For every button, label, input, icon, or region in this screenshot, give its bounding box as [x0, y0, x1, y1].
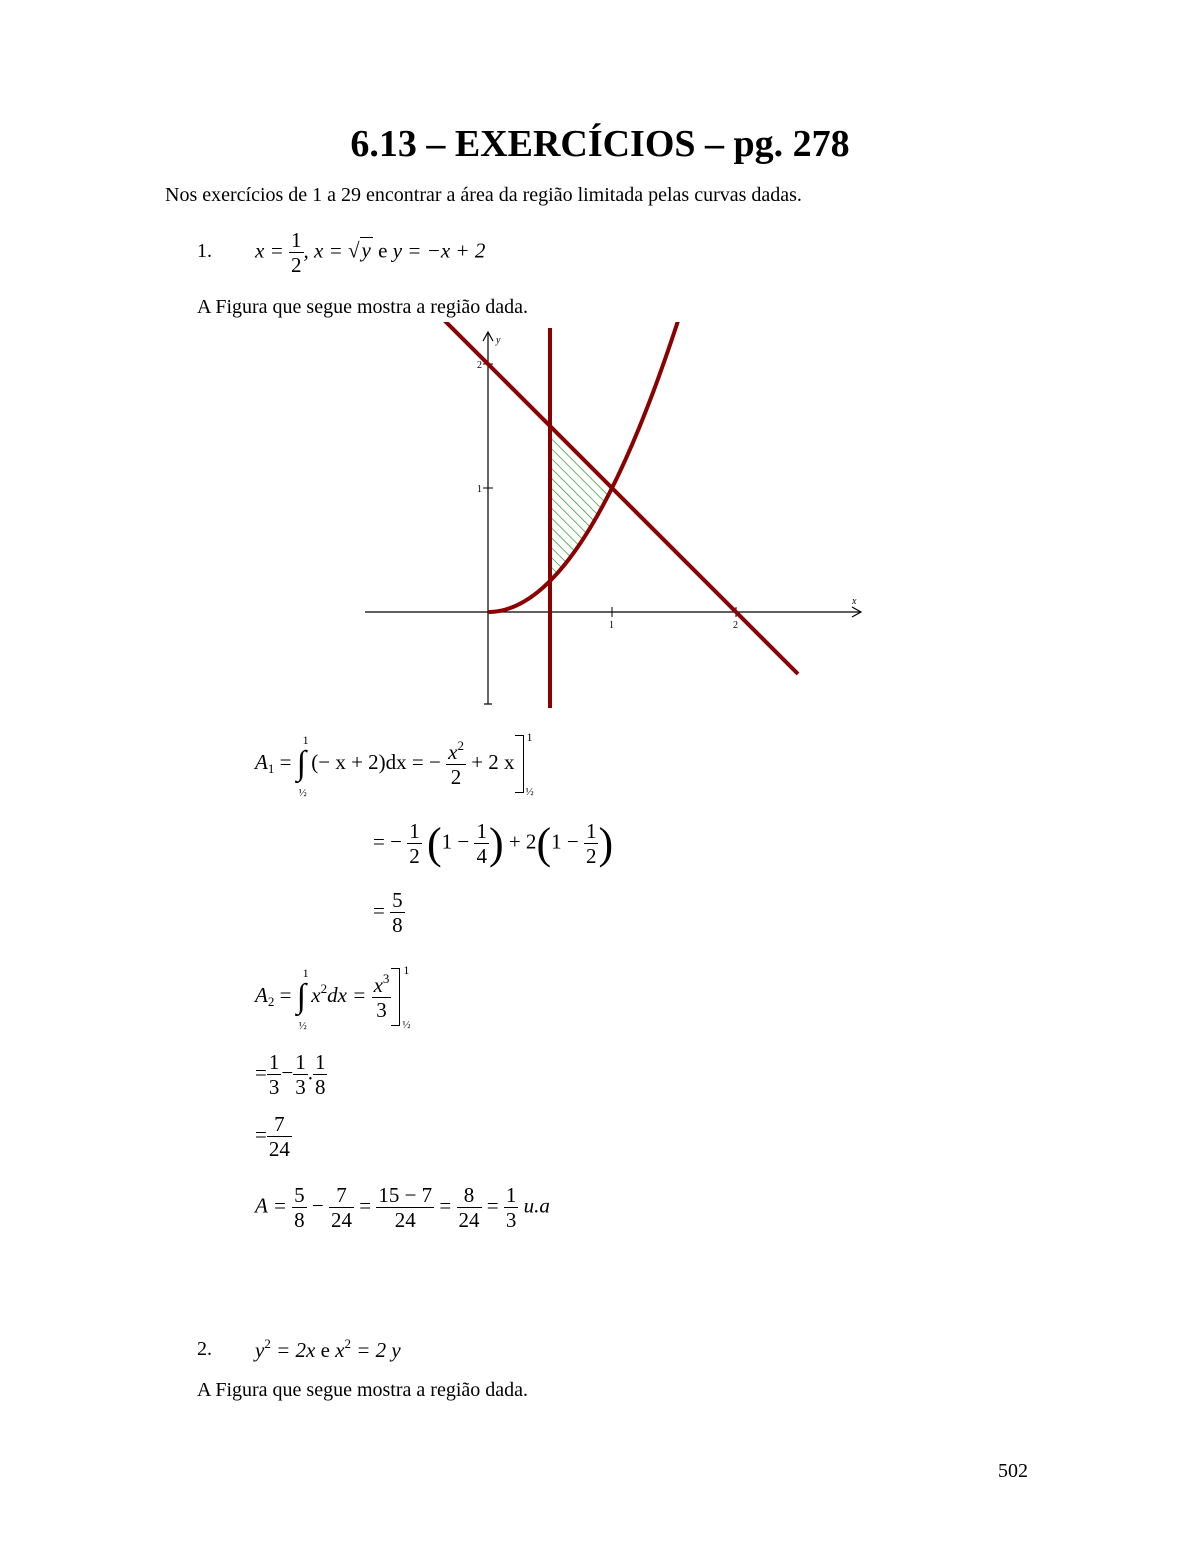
- a1-rest: + 2 x: [471, 749, 515, 774]
- a2-step3: = $\frac{7}{24}$: [255, 1112, 290, 1162]
- x-tick-label: 2: [733, 620, 738, 631]
- x-tick-label: 1: [609, 620, 614, 631]
- curves: [426, 322, 798, 708]
- a2-equation: $A_2$ = ∫ 1 ½ $x^2dx$ = $\frac{x^3}{3}$ 1 ½: [255, 963, 411, 1032]
- page-title: 6.13 – EXERCÍCIOS – pg. 278: [350, 123, 850, 165]
- region-graph: [355, 322, 870, 712]
- a1-frac: $\frac{x^2}{2}$: [448, 737, 464, 789]
- y-axis-label: y: [496, 335, 501, 346]
- sqrt-arg: y: [361, 238, 371, 263]
- exercise-1-equation: x = $\frac{1}{2}$ , x = √y e y = −x + 2: [255, 228, 486, 278]
- integral-sign-2: ∫ 1 ½: [296, 966, 309, 1032]
- page-number: 502: [998, 1460, 1028, 1482]
- a1-integrand: (− x + 2)dx = −: [311, 749, 441, 774]
- eval-bracket: 1 ½: [515, 735, 524, 793]
- fraction-half: $\frac{1}{2}$: [291, 228, 302, 278]
- intro-text: Nos exercícios de 1 a 29 encontrar a área da região limitada pelas curvas dadas.: [165, 184, 802, 206]
- x-axis-label: x: [852, 596, 857, 607]
- a2-step2: = $\frac{1}{3}$ − $\frac{1}{3}$ . $\frac{1}{8}$: [255, 1050, 326, 1100]
- eval-bracket-2: 1 ½: [391, 968, 400, 1026]
- a1-step3: = $\frac{5}{8}$: [373, 888, 403, 938]
- exercise-1-number: 1.: [197, 240, 212, 262]
- line-eq: y = −x + 2: [392, 238, 486, 263]
- a1-equation: $A_1$ = ∫ 1 ½ (− x + 2)dx = − $\frac{x^2}{2}$ + 2 x 1 ½: [255, 730, 534, 799]
- y-tick-label: 1: [477, 484, 482, 495]
- axis-labels: [477, 335, 857, 631]
- integral-sign: ∫ 1 ½: [296, 733, 309, 799]
- exercise-2-equation: $y^2 = 2x$ e $x^2 = 2$ y: [255, 1336, 401, 1362]
- y-tick-label: 2: [477, 360, 482, 371]
- eq-x: x =: [255, 238, 284, 263]
- figure-caption-1: A Figura que segue mostra a região dada.: [197, 296, 529, 318]
- a1-lhs: A: [255, 749, 268, 774]
- conj-e: e: [378, 238, 388, 263]
- a1-sub: 1: [267, 760, 275, 776]
- exercise-2-number: 2.: [197, 1338, 212, 1360]
- figure-caption-2: A Figura que segue mostra a região dada.: [197, 1379, 529, 1401]
- eq-sep: , x =: [303, 238, 343, 263]
- axes: [365, 332, 861, 704]
- total-area: A = $\frac{5}{8}$ − $\frac{7}{24}$ = $\frac{15 - 7}{24}$ = $\frac{8}{24}$ = $\frac{1}{3}$ u.a: [255, 1183, 550, 1233]
- a1-step2: = − $\frac{1}{2}$ (1 − $\frac{1}{4}$ ) + 2(1 − $\frac{1}{2}$ ): [373, 818, 614, 868]
